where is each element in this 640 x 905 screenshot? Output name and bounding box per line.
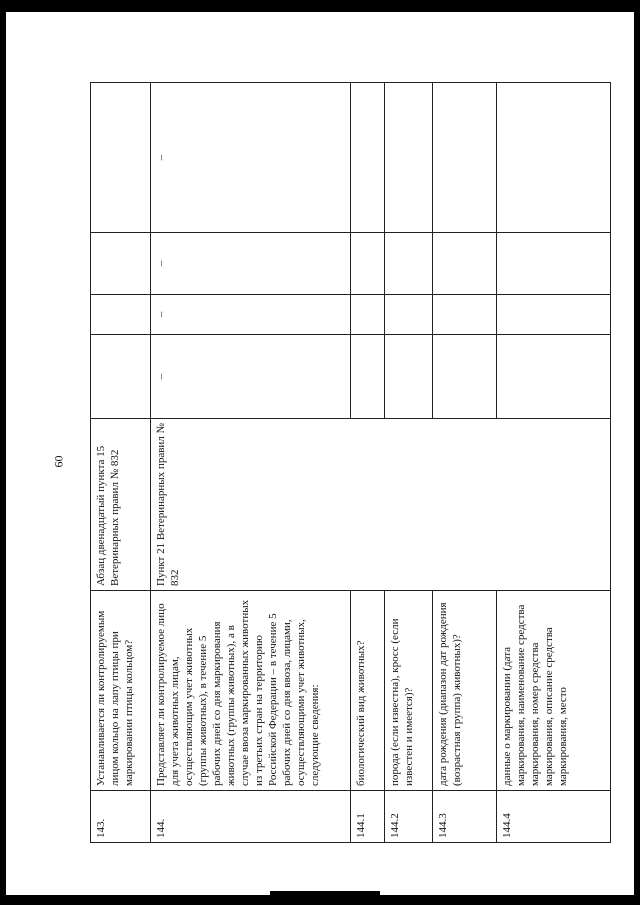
- table-row: [91, 83, 151, 843]
- answer-cell: [433, 295, 497, 335]
- row-number: 144.4: [497, 791, 611, 843]
- question-text: порода (если известна), кросс (если известен и имеется)?: [385, 591, 433, 791]
- answer-cell: [91, 335, 151, 419]
- answer-cell: –: [151, 295, 351, 335]
- row-number: 143.: [91, 791, 151, 843]
- answer-cell: –: [151, 83, 351, 233]
- scan-border-left: [0, 0, 6, 905]
- row-number: 144.1: [351, 791, 385, 843]
- question-text: Устанавливается ли контролируемым лицом кольцо на лапу птицы при маркировании птицы кольцом?: [91, 591, 151, 791]
- question-text: Представляет ли контролируемое лицо для учета животных лицам, осуществляющим учет животных (группы животных), в течение 5 рабочих дней со дня маркирования животных (группы животных), а в случае ввоза маркированных животных из третьих стран на территорию Российской Федерации – в течение 5 рабочих дней со дня ввоза, лицами, осуществляющими учет животных, следующие сведения:: [151, 591, 351, 791]
- scan-border-bottom: [0, 895, 640, 905]
- answer-cell: [497, 335, 611, 419]
- scan-mark: [270, 891, 380, 895]
- checklist-table: [90, 82, 611, 843]
- answer-cell: [385, 335, 433, 419]
- answer-cell: [433, 233, 497, 295]
- question-text: дата рождения (диапазон дат рождения (возрастная группа) животных)?: [433, 591, 497, 791]
- table-row: [151, 83, 351, 843]
- answer-cell: [497, 83, 611, 233]
- answer-cell: [351, 83, 385, 233]
- answer-cell: [91, 233, 151, 295]
- checklist-table-rotated: [90, 83, 612, 843]
- answer-cell: [91, 295, 151, 335]
- answer-cell: [497, 295, 611, 335]
- answer-cell: [351, 335, 385, 419]
- answer-cell: [433, 83, 497, 233]
- page-number: 60: [51, 455, 66, 468]
- answer-cell: [385, 83, 433, 233]
- row-number: 144.2: [385, 791, 433, 843]
- answer-cell: [351, 233, 385, 295]
- legal-reference: Абзац двенадцатый пункта 15 Ветеринарных правил № 832: [91, 419, 151, 591]
- scan-border-top: [0, 0, 640, 12]
- answer-cell: –: [151, 335, 351, 419]
- row-number: 144.: [151, 791, 351, 843]
- answer-cell: [385, 295, 433, 335]
- answer-cell: [91, 83, 151, 233]
- answer-cell: [497, 233, 611, 295]
- legal-reference: Пункт 21 Ветеринарных правил № 832: [151, 419, 611, 591]
- row-number: 144.3: [433, 791, 497, 843]
- answer-cell: [385, 233, 433, 295]
- answer-cell: [351, 295, 385, 335]
- answer-cell: –: [151, 233, 351, 295]
- scan-border-right: [634, 0, 640, 905]
- answer-cell: [433, 335, 497, 419]
- question-text: данные о маркировании (дата маркирования, наименование средства маркирования, номер средства маркирования, описание средства маркирования, место: [497, 591, 611, 791]
- question-text: биологический вид животных?: [351, 591, 385, 791]
